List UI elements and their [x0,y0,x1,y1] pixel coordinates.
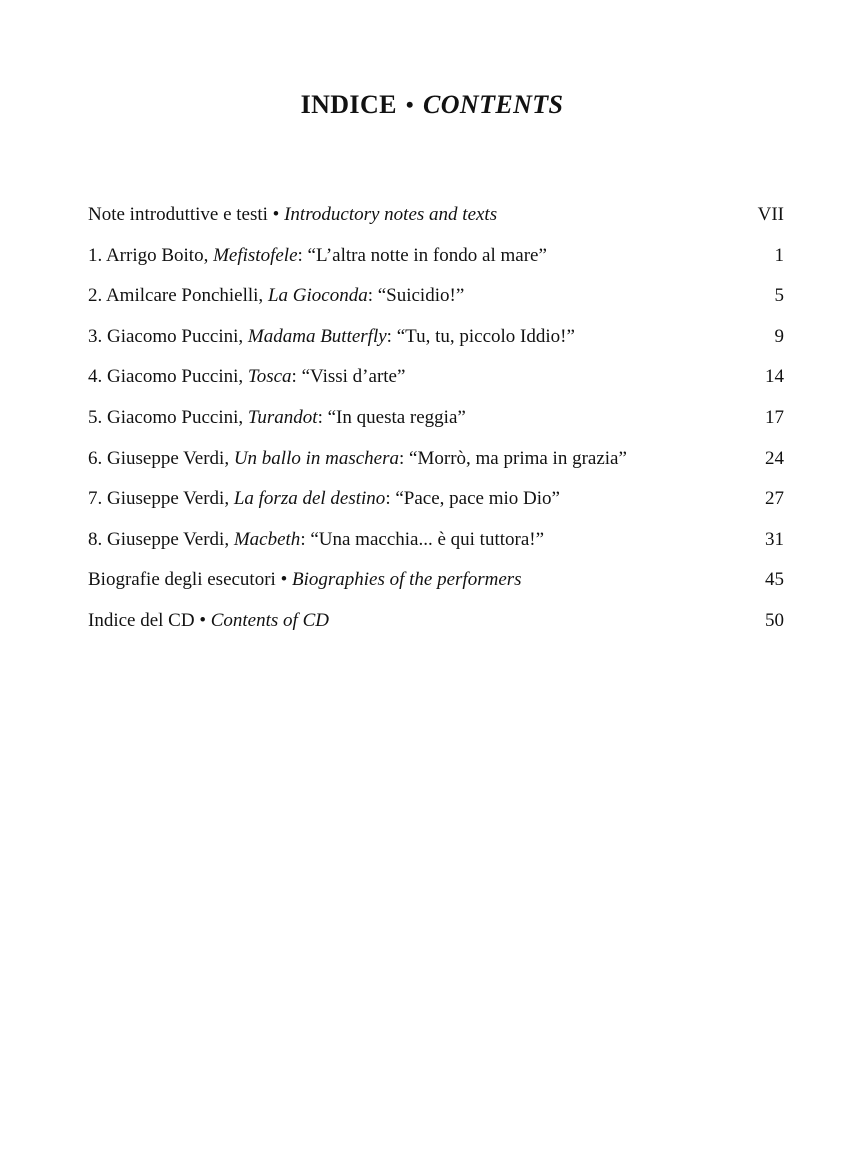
toc-entry-label [88,245,547,267]
toc-entry-text: 3. Giacomo Puccini, [88,325,248,347]
toc-entry-title-italic: La forza del destino [233,488,386,510]
toc-row [88,245,784,286]
toc-entry-title-italic: Tosca [247,366,292,388]
toc-page-number: 14 [765,366,784,388]
toc-entry-label [88,569,522,591]
toc-entry-text: : “L’altra notte in fondo al mare” [297,244,547,266]
toc-entry-title-italic: Contents of CD [210,609,329,631]
toc-entry-text: : “Pace, pace mio Dio” [385,488,560,510]
toc-entry-text: 2. Amilcare Ponchielli, [88,285,268,307]
toc-row [88,204,784,245]
toc-entry-title-italic: Un ballo in maschera [233,447,400,469]
toc-page-number: VII [757,204,784,225]
toc-entry-label [88,285,464,307]
toc-entry-title-italic: Turandot [247,406,318,428]
title-bullet: • [405,92,414,117]
toc-entry-label [88,407,466,429]
toc-entry-title-italic: Macbeth [233,528,301,550]
toc-row [88,610,784,651]
toc-entry-text: 4. Giacomo Puccini, [88,366,248,388]
toc-entry-title-italic: Biographies of the performers [291,569,522,591]
toc-entry-label [88,610,329,632]
toc-entry-label [88,448,627,470]
toc-page-number: 1 [774,244,784,266]
toc-row [88,488,784,529]
toc-page-number: 9 [774,325,784,347]
toc-entry-text: Note introduttive e testi • [88,204,285,225]
toc-row [88,407,784,448]
title-english: CONTENTS [422,90,564,119]
toc-row [88,326,784,367]
toc-entry-text: : “Morrò, ma prima in grazia” [399,447,627,469]
toc-entry-title-italic: Mefistofele [213,244,298,266]
toc-entry-text: : “Suicidio!” [367,285,465,307]
toc-entry-text: 8. Giuseppe Verdi, [88,528,234,550]
toc-entry-text: 6. Giuseppe Verdi, [88,447,234,469]
toc-entry-label [88,366,405,388]
toc-entry-text: : “Tu, tu, piccolo Iddio!” [386,325,575,347]
toc-entry-text: 1. Arrigo Boito, [88,244,214,266]
toc-entry-text: : “In questa reggia” [317,406,466,428]
toc-page-number: 27 [765,488,784,510]
toc-row [88,285,784,326]
toc-entry-label [88,326,575,348]
toc-page-number: 45 [765,569,784,591]
toc-row [88,366,784,407]
title-italian: INDICE [300,90,397,119]
toc-page-number: 24 [765,447,784,469]
toc-entry-title-italic: Introductory notes and texts [284,204,498,225]
toc-row [88,448,784,489]
toc-page-number: 31 [765,528,784,550]
toc-entry-text: : “Una macchia... è qui tuttora!” [300,528,545,550]
toc-entry-text: 5. Giacomo Puccini, [88,406,248,428]
toc-entry-label [88,529,544,551]
toc-entry-label [88,204,497,226]
toc-row [88,529,784,570]
toc-entry-label [88,488,560,510]
toc-list [88,204,784,651]
toc-page-number: 17 [765,406,784,428]
toc-page-number: 5 [774,285,784,307]
toc-entry-text: : “Vissi d’arte” [291,366,406,388]
toc-entry-title-italic: Madama Butterfly [247,325,387,347]
toc-entry-text: Indice del CD • [88,609,211,631]
toc-entry-title-italic: La Gioconda [267,285,368,307]
toc-row [88,569,784,610]
toc-page-number: 50 [765,609,784,631]
toc-entry-text: Biografie degli esecutori • [88,569,292,591]
toc-entry-text: 7. Giuseppe Verdi, [88,488,234,510]
page-title [0,90,864,120]
